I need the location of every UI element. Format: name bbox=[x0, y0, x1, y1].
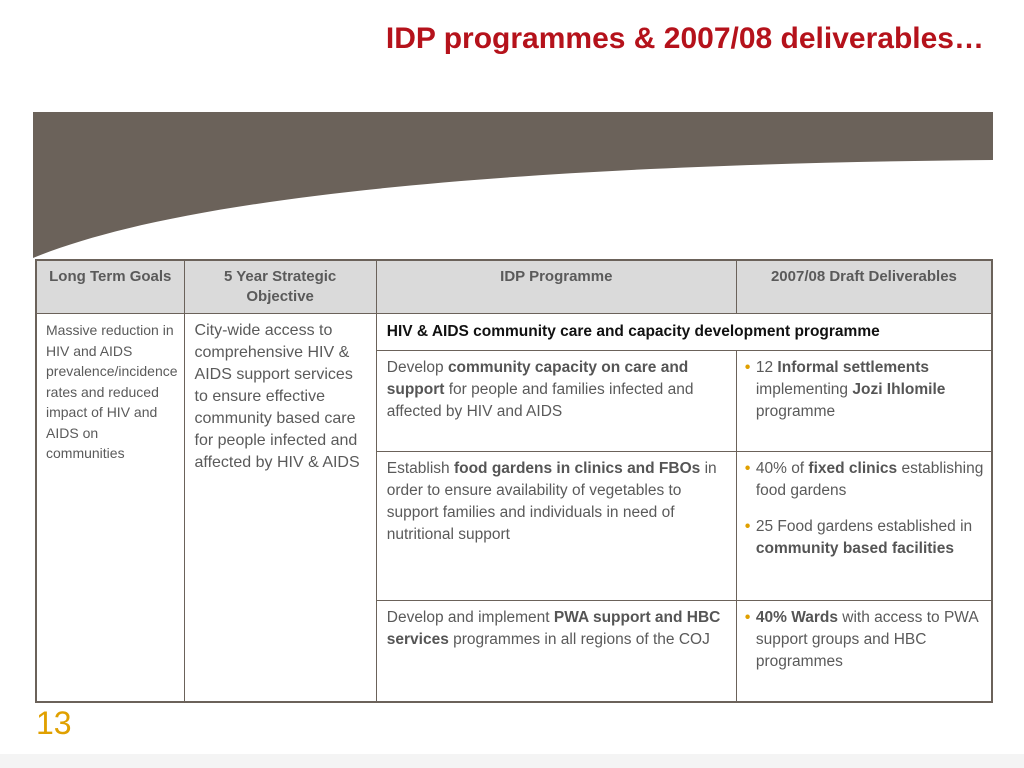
header-long-term-goals: Long Term Goals bbox=[36, 260, 184, 314]
deliverables-list bbox=[745, 607, 985, 673]
deliverables-cell bbox=[736, 601, 992, 703]
objective-cell: City-wide access to comprehensive HIV & AIDS support services to ensure effective community based care for people infected and affected by HIV & AIDS bbox=[184, 314, 376, 703]
deliverable-bold-text: Informal settlements bbox=[777, 359, 930, 376]
page-number: 13 bbox=[36, 705, 72, 741]
programme-text: Develop and implement bbox=[386, 609, 554, 626]
list-item bbox=[745, 516, 985, 560]
deliverable-bold-text: 40% Wards bbox=[755, 609, 838, 626]
programme-text: in order to ensure availability of vegetables to support families and individuals in need of nutritional support bbox=[386, 460, 717, 543]
bullet-icon: • bbox=[744, 359, 751, 376]
bullet-icon: • bbox=[744, 460, 751, 477]
deliverable-bold-text: fixed clinics bbox=[808, 460, 898, 477]
deliverable-text: 25 Food gardens established in bbox=[755, 518, 973, 535]
programme-text: Develop bbox=[386, 359, 448, 376]
list-item bbox=[745, 607, 985, 673]
deliverable-text: establishing food gardens bbox=[755, 460, 984, 499]
programme-text: for people and families infected and affected by HIV and AIDS bbox=[386, 381, 694, 420]
programme-text: Establish bbox=[386, 460, 454, 477]
programme-bold-text: food gardens in clinics and FBOs bbox=[453, 460, 701, 477]
deliverable-text: implementing bbox=[755, 381, 853, 398]
programme-bold-text: PWA support and HBC services bbox=[386, 609, 721, 648]
deliverable-bold-text: community based facilities bbox=[755, 540, 954, 557]
deliverables-list bbox=[745, 458, 985, 560]
list-item bbox=[745, 357, 985, 423]
slide-title: IDP programmes & 2007/08 deliverables… bbox=[385, 22, 984, 55]
table-header-row bbox=[36, 260, 992, 314]
list-item bbox=[745, 458, 985, 502]
programme-text: programmes in all regions of the COJ bbox=[448, 631, 710, 648]
deliverable-text: 12 bbox=[755, 359, 778, 376]
deliverables-cell bbox=[736, 351, 992, 452]
bullet-icon: • bbox=[744, 518, 751, 535]
idp-table bbox=[35, 259, 993, 703]
programme-title: HIV & AIDS community care and capacity development programme bbox=[376, 314, 992, 351]
header-draft-deliverables: 2007/08 Draft Deliverables bbox=[736, 260, 992, 314]
deliverable-text: programme bbox=[755, 403, 836, 420]
header-strategic-objective: 5 Year Strategic Objective bbox=[184, 260, 376, 314]
goal-cell: Massive reduction in HIV and AIDS prevalence/incidence rates and reduced impact of HIV and AIDS on communities bbox=[36, 314, 184, 703]
programme-cell bbox=[376, 351, 736, 452]
bullet-icon: • bbox=[744, 609, 751, 626]
deliverables-list bbox=[745, 357, 985, 423]
programme-cell bbox=[376, 601, 736, 703]
programme-cell bbox=[376, 452, 736, 601]
programme-bold-text: community capacity on care and support bbox=[386, 359, 689, 398]
deliverable-text: with access to PWA support groups and HBC programmes bbox=[755, 609, 978, 670]
header-idp-programme: IDP Programme bbox=[376, 260, 736, 314]
deliverable-text: 40% of bbox=[755, 460, 809, 477]
deliverable-bold-text: Jozi Ihlomile bbox=[852, 381, 946, 398]
deliverables-cell bbox=[736, 452, 992, 601]
table-row bbox=[36, 314, 992, 351]
decorative-banner bbox=[33, 112, 993, 260]
footer-band bbox=[0, 754, 1024, 768]
